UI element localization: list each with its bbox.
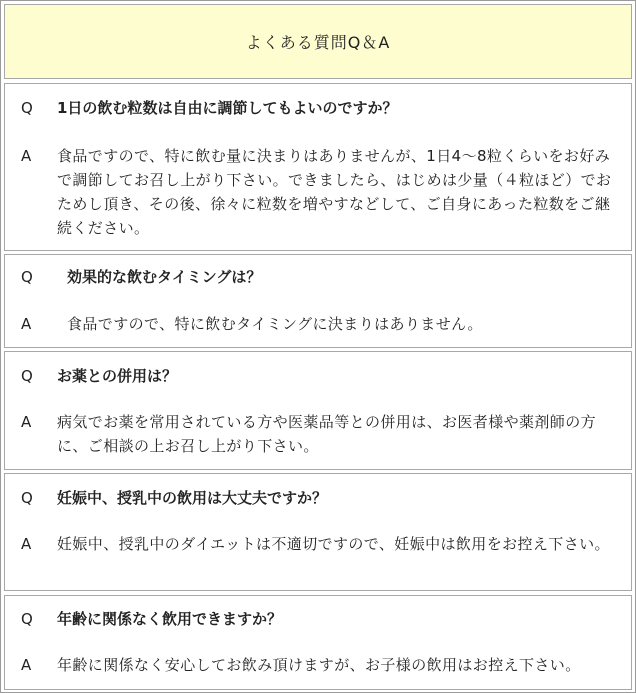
question-mark: Q (21, 268, 33, 286)
question-mark: Q (21, 367, 33, 385)
answer-mark: A (21, 413, 32, 431)
question-text: 年齢に関係なく飲用できますか？ (57, 610, 283, 628)
answer-text: 年齢に関係なく安心してお飲み頂けますが、お子様の飲用はお控え下さい。 (57, 656, 581, 674)
answer-text: 妊娠中、授乳中のダイエットは不適切ですので、妊娠中は飲用をお控え下さい。 (57, 535, 610, 553)
faq-item (4, 83, 632, 251)
answer-text: 病気でお薬を常用されている方や医薬品等との併用は、お医者様や薬剤師の方に、ご相談の上お召し上がり下さい。 (57, 413, 597, 455)
question-text: お薬との併用は？ (57, 367, 178, 385)
faq-item (4, 351, 632, 470)
question-mark: Q (21, 489, 33, 507)
question-text: 効果的な飲むタイミングは？ (67, 268, 262, 286)
answer-mark: A (21, 315, 32, 333)
faq-item (4, 595, 632, 690)
faq-title: よくある質問Q＆A (4, 4, 632, 79)
faq-item (4, 254, 632, 348)
answer-mark: A (21, 535, 32, 553)
question-mark: Q (21, 99, 33, 117)
question-mark: Q (21, 610, 33, 628)
answer-text: 食品ですので、特に飲むタイミングに決まりはありません。 (67, 315, 483, 333)
question-text: 妊娠中、授乳中の飲用は大丈夫ですか？ (57, 489, 328, 507)
faq-item (4, 473, 632, 591)
answer-text: 食品ですので、特に飲む量に決まりはありませんが、1日4〜8粒くらいをお好みで調節してお召し上がり下さい。できましたら、はじめは少量（４粒ほど）でおためし頂き、その後、徐々に粒数を増やすなどして、ご自身にあった粒数をご継続ください。 (57, 147, 612, 237)
answer-mark: A (21, 656, 32, 674)
question-text: 1日の飲む粒数は自由に調節してもよいのですか？ (57, 99, 398, 117)
answer-mark: A (21, 147, 32, 165)
